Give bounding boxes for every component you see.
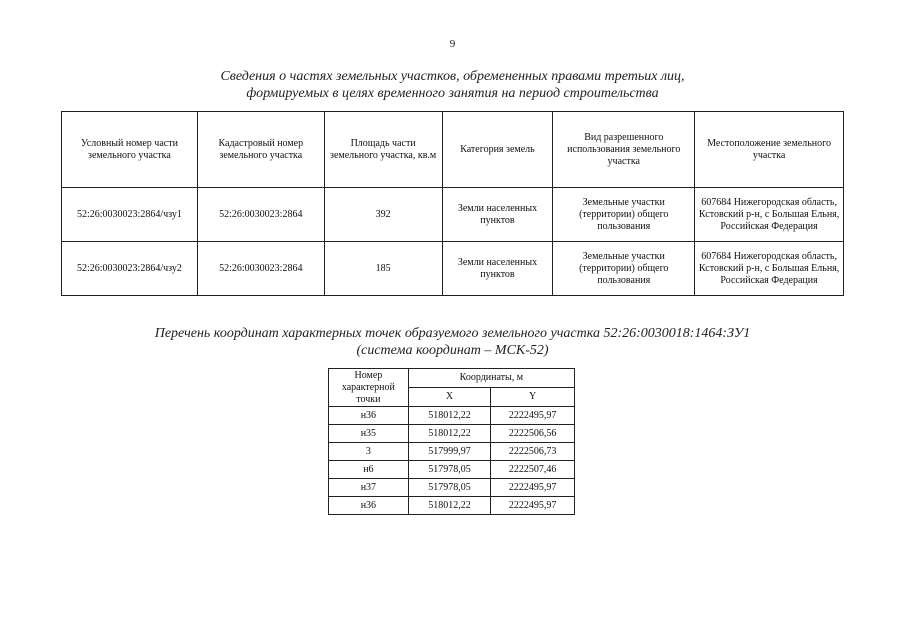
cell-x: 518012,22: [408, 407, 491, 425]
table-row: [62, 242, 844, 296]
table-row: [329, 497, 575, 515]
coordinates-caption-line1: Перечень координат характерных точек образуемого земельного участка 52:26:0030018:1464:ЗУ1: [154, 326, 751, 341]
table-row: [329, 443, 575, 461]
cell-point: н37: [329, 479, 409, 497]
cell-area: 392: [324, 188, 442, 242]
header-land-category: Категория земель: [442, 112, 553, 188]
table-header-row: [62, 112, 844, 188]
cell-permitted-use: Земельные участки (территории) общего пользования: [553, 188, 695, 242]
cell-location: 607684 Нижегородская область, Кстовский р-н, с Большая Ельня, Российская Федерация: [695, 188, 844, 242]
cell-y: 2222495,97: [491, 497, 575, 515]
coordinates-caption: [0, 325, 905, 359]
cell-cadastral-number: 52:26:0030023:2864: [197, 188, 324, 242]
header-point-number: Номер характерной точки: [329, 369, 409, 407]
cell-x: 518012,22: [408, 425, 491, 443]
table-row: [329, 479, 575, 497]
coordinates-caption-line2: (система координат – МСК-52): [356, 343, 549, 358]
cell-land-category: Земли населенных пунктов: [442, 188, 553, 242]
cell-area: 185: [324, 242, 442, 296]
table-row: [329, 407, 575, 425]
encumbrance-caption: [0, 68, 905, 102]
table-row: [329, 461, 575, 479]
cell-land-category: Земли населенных пунктов: [442, 242, 553, 296]
cell-location: 607684 Нижегородская область, Кстовский р-н, с Большая Ельня, Российская Федерация: [695, 242, 844, 296]
table-row: [329, 425, 575, 443]
header-y: Y: [491, 388, 575, 407]
header-permitted-use: Вид разрешенного использования земельного участка: [553, 112, 695, 188]
header-coordinates: Координаты, м: [408, 369, 574, 388]
cell-point: н6: [329, 461, 409, 479]
cell-x: 518012,22: [408, 497, 491, 515]
cell-y: 2222507,46: [491, 461, 575, 479]
cell-y: 2222495,97: [491, 407, 575, 425]
coordinates-table: [328, 368, 575, 515]
cell-part-number: 52:26:0030023:2864/чзу1: [62, 188, 198, 242]
cell-x: 517999,97: [408, 443, 491, 461]
cell-point: н35: [329, 425, 409, 443]
encumbrance-caption-line2: формируемых в целях временного занятия на период строительства: [246, 86, 659, 101]
header-x: X: [408, 388, 491, 407]
cell-y: 2222495,97: [491, 479, 575, 497]
cell-cadastral-number: 52:26:0030023:2864: [197, 242, 324, 296]
cell-x: 517978,05: [408, 479, 491, 497]
header-cadastral-number: Кадастровый номер земельного участка: [197, 112, 324, 188]
cell-permitted-use: Земельные участки (территории) общего пользования: [553, 242, 695, 296]
header-part-number: Условный номер части земельного участка: [62, 112, 198, 188]
encumbrance-table: [61, 111, 844, 296]
cell-part-number: 52:26:0030023:2864/чзу2: [62, 242, 198, 296]
cell-y: 2222506,56: [491, 425, 575, 443]
header-location: Местоположение земельного участка: [695, 112, 844, 188]
cell-point: 3: [329, 443, 409, 461]
table-header-row: [329, 369, 575, 388]
cell-x: 517978,05: [408, 461, 491, 479]
table-row: [62, 188, 844, 242]
cell-point: н36: [329, 497, 409, 515]
encumbrance-caption-line1: Сведения о частях земельных участков, обремененных правами третьих лиц,: [220, 69, 685, 84]
cell-point: н36: [329, 407, 409, 425]
cell-y: 2222506,73: [491, 443, 575, 461]
page-number: 9: [449, 38, 456, 50]
header-area: Площадь части земельного участка, кв.м: [324, 112, 442, 188]
